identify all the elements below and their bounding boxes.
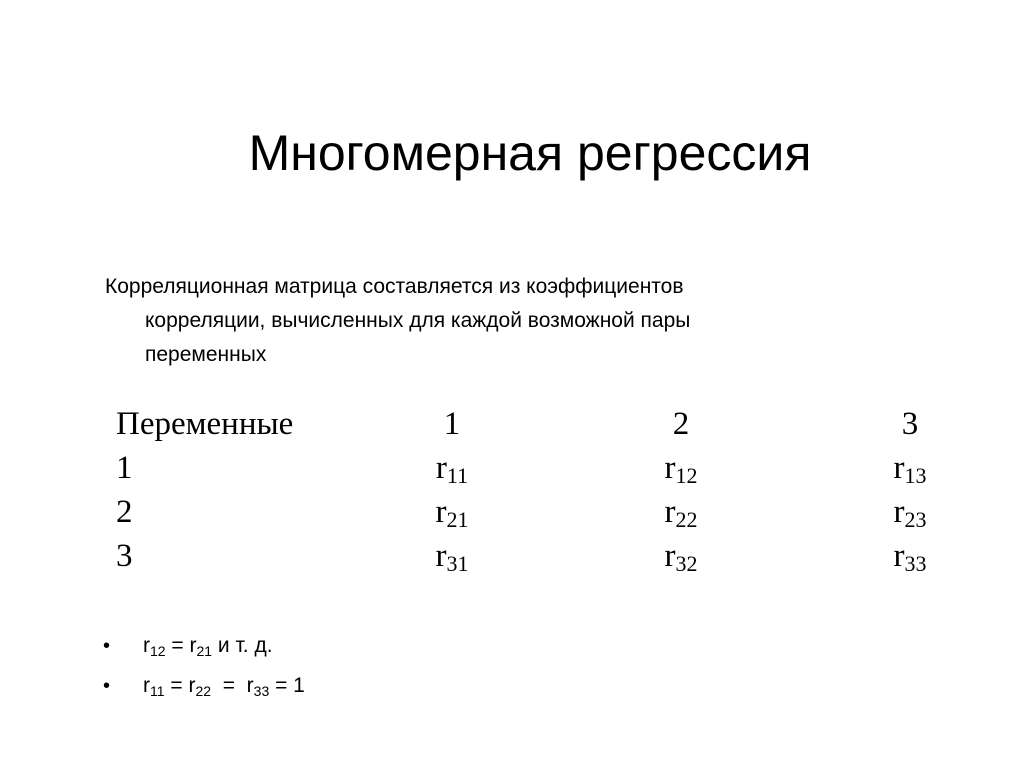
table-row xyxy=(116,490,936,534)
correlation-matrix-table xyxy=(116,402,936,578)
table-row xyxy=(116,446,936,490)
bullet-item: • r11 = r22 = r33 = 1 xyxy=(103,668,305,708)
intro-paragraph xyxy=(105,270,865,372)
matrix-cell: $r_{13}$ xyxy=(893,450,927,488)
bullet-item: • r12 = r21 и т. д. xyxy=(103,628,305,668)
header-col-2: 2 xyxy=(672,406,690,442)
slide-title: Многомерная регрессия xyxy=(248,125,812,181)
matrix-cell: $r_{11}$ xyxy=(435,450,469,488)
bullet-marker: • xyxy=(103,675,111,697)
matrix-cell: $r_{31}$ xyxy=(435,538,469,576)
bullet-list xyxy=(103,628,305,708)
header-col-1: 1 xyxy=(443,406,461,442)
matrix-cell: $r_{32}$ xyxy=(664,538,698,576)
intro-line: переменных xyxy=(145,343,267,366)
intro-line: корреляции, вычисленных для каждой возможной пары xyxy=(145,309,691,332)
matrix-cell: $r_{22}$ xyxy=(664,494,698,532)
header-col-3: 3 xyxy=(901,406,919,442)
bullet-marker: • xyxy=(103,635,111,657)
matrix-cell: $r_{33}$ xyxy=(893,538,927,576)
matrix-cell: $r_{12}$ xyxy=(664,450,698,488)
table-row xyxy=(116,534,936,578)
row-label: 3 xyxy=(116,538,133,574)
matrix-cell: $r_{23}$ xyxy=(893,494,927,532)
matrix-cell: $r_{21}$ xyxy=(435,494,469,532)
intro-line: Корреляционная матрица составляется из коэффициентов xyxy=(105,275,684,298)
row-label: 1 xyxy=(116,450,133,486)
row-label: 2 xyxy=(116,494,133,530)
table-header-row xyxy=(116,402,936,446)
header-variables: Переменные xyxy=(116,406,294,442)
